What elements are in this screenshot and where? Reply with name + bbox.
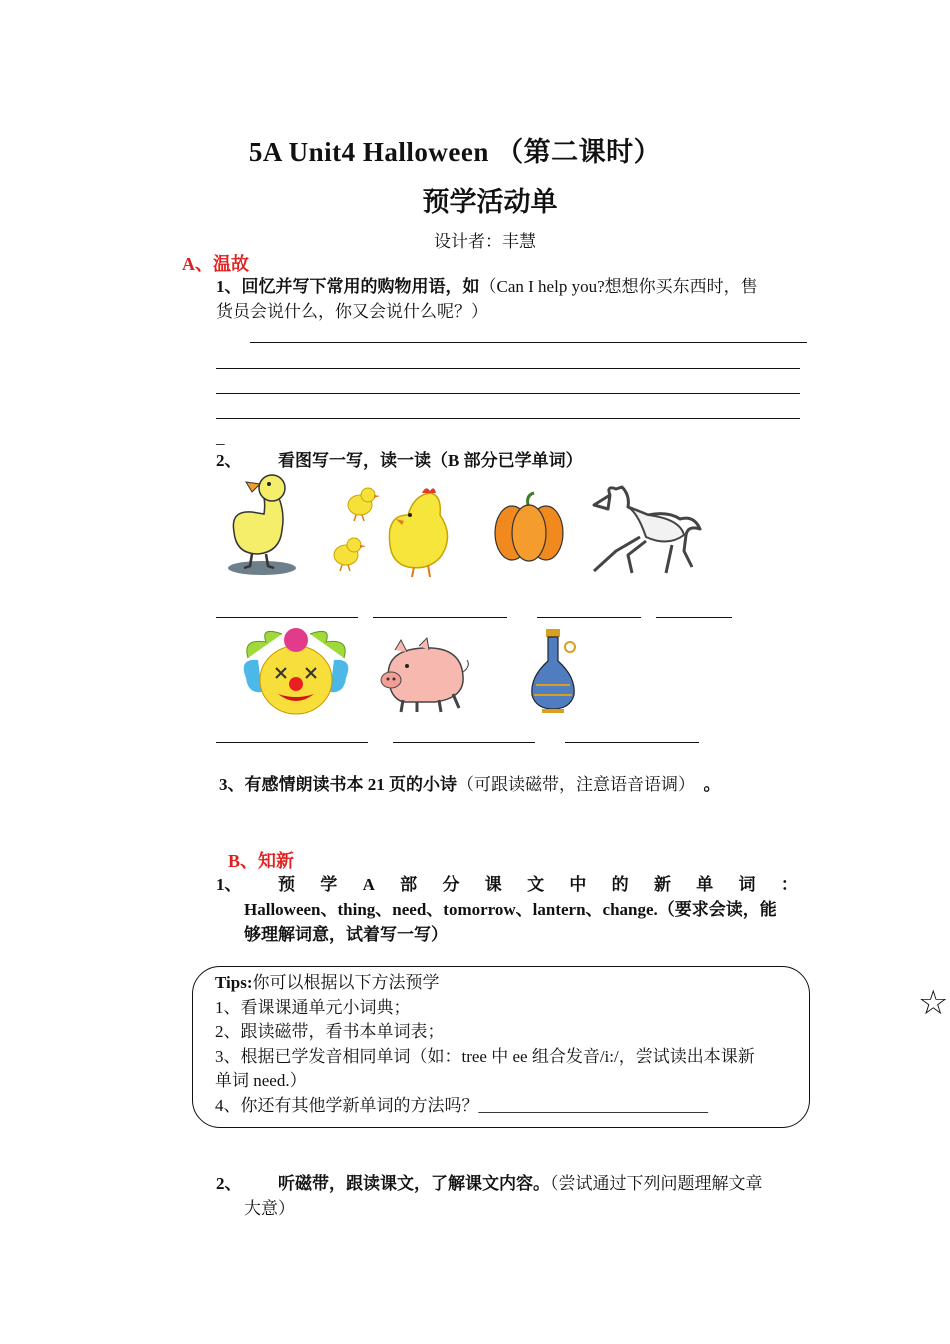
heading-char: 文 [527,875,545,894]
picture-answer-line-3[interactable] [537,617,641,618]
vase-picture [526,625,590,715]
heading-char: 分 [442,875,460,894]
heading-char: 中 [569,875,587,894]
picture-answer-line-7[interactable] [565,742,699,743]
tips-item: 4、你还有其他学新单词的方法吗？___________________________ [215,1095,708,1115]
answer-line-2[interactable] [216,368,800,369]
q2-bold: 听磁带，跟读课文，了解课文内容。 [278,1174,550,1193]
section-a-heading: A、温故 [182,254,249,274]
tips-header [215,971,809,996]
tips-item: 1、看课课通单元小词典； [215,997,411,1017]
section-b-q1-number: 1、 [216,875,242,894]
section-b-heading: B、知新 [228,851,295,871]
clown-mask-picture [242,628,350,716]
heading-char: A [362,875,375,894]
section-b-q2-number: 2、 [216,1174,242,1193]
heading-char: 课 [484,875,502,894]
q3-rest: （可跟读磁带，注意语音语调） [457,775,695,794]
tips-item: 单词 need.） [215,1071,307,1090]
section-a-q3 [219,772,721,797]
designer-line: 设计者：丰慧 [434,232,536,251]
heading-char: 预 [278,875,295,894]
heading-char: 的 [611,875,629,894]
q1-lead: 1、回忆并写下常用的购物用语，如 [216,277,480,296]
section-a-q1 [216,274,816,324]
section-b-q1-heading [278,872,798,897]
heading-char: 词 [738,875,756,894]
star-icon: ☆ [918,983,949,1023]
duck-picture [222,470,302,580]
page-subtitle: 预学活动单 [422,187,558,217]
picture-answer-line-2[interactable] [373,617,507,618]
section-b-q2 [278,1171,818,1196]
tips-item: 2、跟读磁带，看书本单词表； [215,1022,445,1041]
answer-line-3[interactable] [216,393,800,394]
q3-lead: 3、有感情朗读书本 21 页的小诗 [219,775,457,794]
q1-rest-line2: 货员会说什么，你又会说什么呢？） [216,302,488,321]
section-a-q2-number: 2、 [216,451,242,470]
picture-answer-line-4[interactable] [656,617,732,618]
answer-line-trailing: _ [216,428,225,447]
answer-line-1[interactable] [250,342,807,343]
section-b-q1-line2: Halloween、thing、need、tomorrow、lantern、change.（要求会读，能 [244,900,777,919]
q1-rest: （Can I help you?想想你买东西时，售 [479,277,758,296]
q2-rest: （尝试通过下列问题理解文章 [550,1174,763,1193]
answer-line-4[interactable] [216,418,800,419]
tips-intro: 你可以根据以下方法预学 [252,973,440,992]
heading-char: 学 [320,875,338,894]
heading-char: 部 [400,875,418,894]
heading-char: ： [780,875,798,894]
section-a-q2-text: 看图写一写，读一读（B 部分已学单词） [278,451,583,470]
tips-item: 3、根据已学发音相同单词（如：tree 中 ee 组合发音/i:/，尝试读出本课新 [215,1046,755,1066]
tips-label: Tips: [215,973,253,992]
pig-picture [373,636,471,714]
picture-answer-line-5[interactable] [216,742,368,743]
heading-char: 单 [696,875,714,894]
section-b-q1-line3: 够理解词意，试着写一写） [244,925,448,944]
section-b-q2-line2: 大意） [244,1199,295,1218]
page-title: 5A Unit4 Halloween （第二课时） [248,137,662,167]
q3-end: 。 [703,775,721,794]
picture-answer-line-6[interactable] [393,742,535,743]
heading-char: 新 [653,875,671,894]
chicks-picture [330,485,455,580]
tips-box [192,966,810,1128]
pumpkin-picture [492,493,566,563]
picture-answer-line-1[interactable] [216,617,358,618]
horse-picture [588,485,703,577]
